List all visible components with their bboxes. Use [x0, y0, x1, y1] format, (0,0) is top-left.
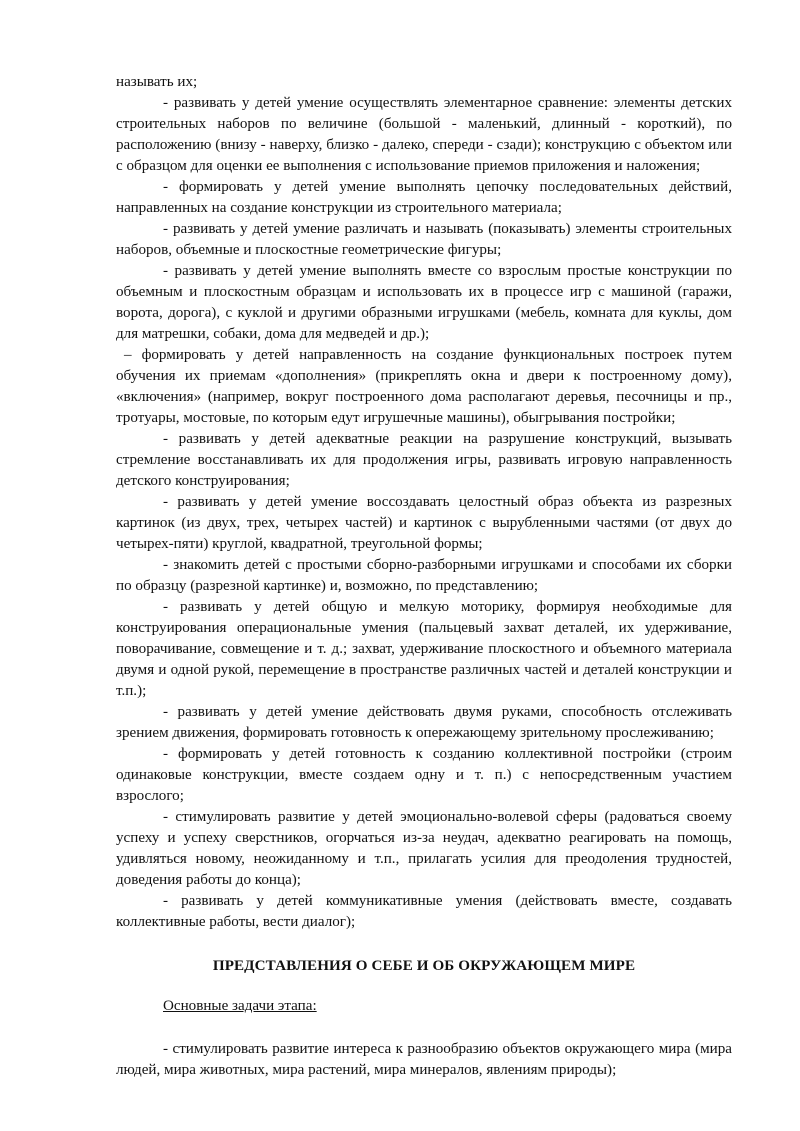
task-paragraph: - развивать у детей умение осуществлять элементарное сравнение: элементы детских строительных наборов по величине (большой - маленький, длинный - короткий), по расположению (внизу - наверху, близко - далеко, спереди - сзади); конструкцию с объектом или с образцом для оценки ее выполнения с использование приемов приложения и наложения;: [116, 95, 732, 174]
task-paragraph: - стимулировать развитие интереса к разнообразию объектов окружающего мира (мира людей, мира животных, мира растений, мира минералов, явлениям природы);: [116, 1041, 732, 1078]
task-paragraph: - формировать у детей умение выполнять цепочку последовательных действий, направленных на создание конструкции из строительного материала;: [116, 179, 732, 216]
task-paragraph: - знакомить детей с простыми сборно-разборными игрушками и способами их сборки по образцу (разрезной картинке) и, возможно, по представлению;: [116, 557, 732, 594]
section-subheading: Основные задачи этапа:: [163, 998, 317, 1014]
task-paragraph: - развивать у детей умение различать и называть (показывать) элементы строительных наборов, объемные и плоскостные геометрические фигуры;: [116, 221, 732, 258]
task-paragraph-dash: – формировать у детей направленность на создание функциональных построек путем обучения их приемам «дополнения» (прикреплять окна и двери к построенному дому), «включения» (например, вокруг построенного дома располагают деревья, песочницы и пр., тротуары, мостовые, по которым едут игрушечные машины), обыгрывания постройки;: [116, 347, 732, 426]
task-paragraph: - формировать у детей готовность к созданию коллективной постройки (строим одинаковые конструкции, вместе создаем одну и т. п.) с непосредственным участием взрослого;: [116, 746, 732, 804]
task-paragraph: - развивать у детей общую и мелкую моторику, формируя необходимые для конструирования операциональные умения (пальцевый захват деталей, их удерживание, поворачивание, совмещение и т. д.; захват, удерживание плоскостного и объемного материала двумя и одной рукой, перемещение в пространстве различных частей и деталей конструкции и т.п.);: [116, 599, 732, 699]
document-body: [116, 72, 732, 1081]
task-paragraph: - развивать у детей умение выполнять вместе со взрослым простые конструкции по объемным и плоскостным образцам и использовать их в процессе игр с машиной (гаражи, ворота, дорога), с куклой и другими образными игрушками (мебель, комната для куклы, дом для матрешки, собаки, дома для медведей и др.);: [116, 263, 732, 342]
task-paragraph: - развивать у детей адекватные реакции на разрушение конструкций, вызывать стремление восстанавливать их для продолжения игры, развивать игровую направленность детского конструирования;: [116, 431, 732, 489]
intro-line: называть их;: [116, 74, 198, 90]
task-paragraph: - развивать у детей коммуникативные умения (действовать вместе, создавать коллективные работы, вести диалог);: [116, 893, 732, 930]
section-heading: ПРЕДСТАВЛЕНИЯ О СЕБЕ И ОБ ОКРУЖАЮЩЕМ МИРЕ: [212, 958, 636, 974]
task-paragraph: - развивать у детей умение действовать двумя руками, способность отслеживать зрением движения, формировать готовность к опережающему зрительному прослеживанию;: [116, 704, 732, 741]
task-paragraph: - стимулировать развитие у детей эмоционально-волевой сферы (радоваться своему успеху и успеху сверстников, огорчаться из-за неудач, адекватно реагировать на помощь, удивляться новому, неожиданному и т.п., прилагать усилия для преодоления трудностей, доведения работы до конца);: [116, 809, 732, 888]
task-paragraph: - развивать у детей умение воссоздавать целостный образ объекта из разрезных картинок (из двух, трех, четырех частей) и картинок с вырубленными частями (от двух до четырех-пяти) круглой, квадратной, треугольной формы;: [116, 494, 732, 552]
